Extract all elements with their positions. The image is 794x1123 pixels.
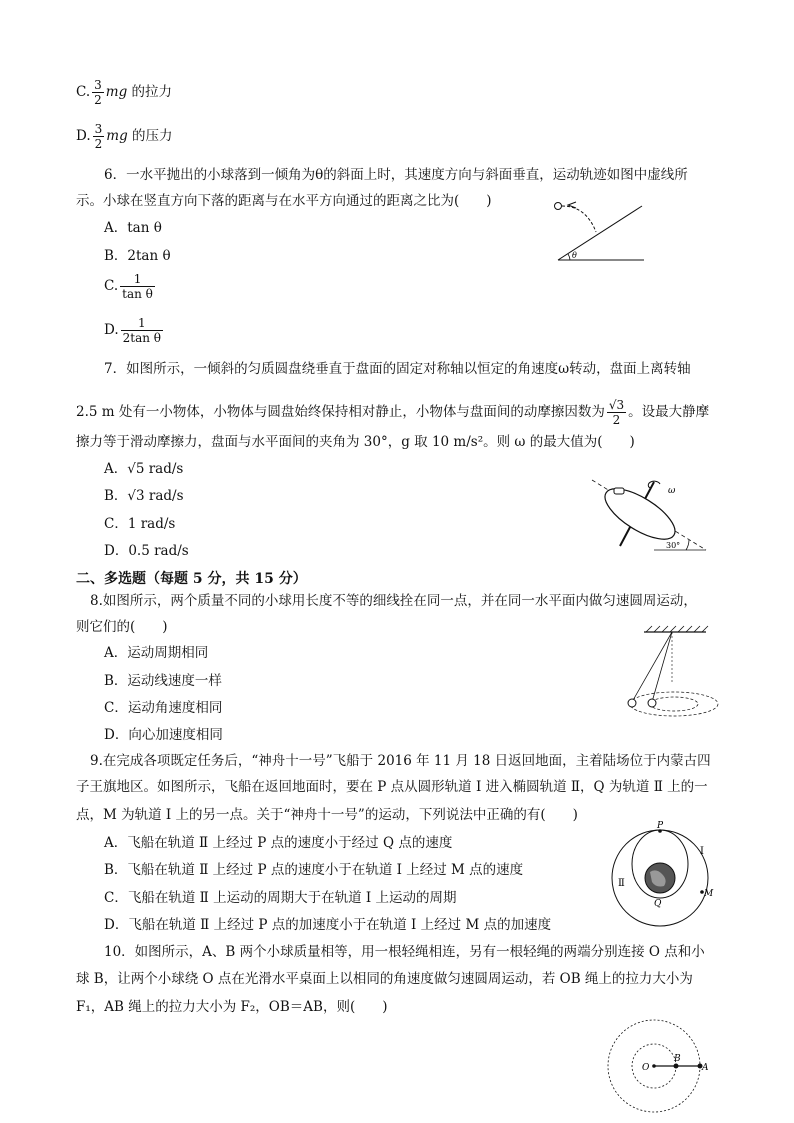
q7-stem-line1: 7．如图所示，一倾斜的匀质圆盘绕垂直于盘面的固定对称轴以恒定的角速度ω转动，盘面上离转轴: [104, 361, 691, 377]
q9-option-a: A．飞船在轨道 Ⅱ 上经过 P 点的速度小于经过 Q 点的速度: [104, 835, 453, 851]
q5-option-c-label: C.: [76, 84, 91, 100]
q9-label-I: Ⅰ: [700, 846, 704, 857]
q9-option-d: D．飞船在轨道 Ⅱ 上经过 P 点的加速度小于在轨道 Ⅰ 上经过 M 点的加速度: [104, 917, 552, 933]
q6-option-d-label: D.: [104, 322, 119, 338]
q6-option-d-num: 1: [121, 316, 163, 331]
q8-string-1: [632, 632, 672, 702]
q10-stem-line3: F₁，AB 绳上的拉力大小为 F₂，OB＝AB，则( ): [76, 999, 388, 1015]
q6-option-b: B．2tan θ: [104, 248, 171, 264]
q9-stem-line2: 子王旗地区。如图所示，飞船在返回地面时，要在 P 点从圆形轨道 Ⅰ 进入椭圆轨道 Ⅱ，Q 为轨道 Ⅱ 上的一: [76, 779, 708, 795]
q6-angle-arc: [568, 254, 570, 260]
q8-ball-2: [648, 699, 656, 707]
q6-option-d: [104, 316, 165, 345]
q8-option-c: C．运动角速度相同: [104, 700, 223, 716]
q9-label-Q: Q: [654, 899, 662, 909]
q5-option-d-var: mg: [106, 128, 128, 144]
q7-mu-den: 2: [612, 413, 621, 427]
q8-option-d: D．向心加速度相同: [104, 727, 223, 743]
q5-option-d: [76, 122, 720, 151]
q6-angle-label: θ: [572, 251, 577, 260]
q6-stem-line2: 示。小球在竖直方向下落的距离与在水平方向通过的距离之比为( ): [76, 193, 492, 209]
q7-omega-label: ω: [668, 486, 676, 496]
q8-stem-line2: 则它们的( ): [76, 619, 168, 635]
q8-pendulum-figure: [620, 624, 724, 720]
q6-option-c-num: 1: [120, 272, 155, 287]
q5-option-d-num: 3: [94, 122, 103, 136]
q8-option-a: A．运动周期相同: [104, 645, 209, 661]
q6-incline-figure: [548, 196, 648, 266]
q6-option-d-fraction: [121, 316, 163, 345]
q9-option-c: C．飞船在轨道 Ⅱ 上运动的周期大于在轨道 Ⅰ 上运动的周期: [104, 890, 457, 906]
q7-option-b: B．√3 rad/s: [104, 488, 184, 504]
q5-option-c-fraction: [92, 78, 104, 107]
q5-option-c-var: mg: [105, 84, 128, 100]
q8-ceiling-hatch: [646, 626, 708, 632]
section-2-title: 二、多选题（每题 5 分，共 15 分）: [76, 571, 307, 587]
q6-option-d-den: 2tan θ: [122, 331, 162, 345]
q6-option-a: A．tan θ: [104, 220, 162, 236]
q7-stem-line2: [76, 398, 720, 427]
q9-label-II: Ⅱ: [618, 878, 625, 889]
q5-option-d-fraction: [93, 122, 105, 151]
q5-option-d-text: 的压力: [127, 128, 173, 144]
q10-label-A: A: [702, 1063, 709, 1073]
q8-stem-line1: 8.如图所示，两个质量不同的小球用长度不等的细线拴在同一点，并在同一水平面内做匀速圆周运动，: [90, 593, 697, 609]
q7-option-c: C．1 rad/s: [104, 516, 176, 532]
q7-option-a: A．√5 rad/s: [104, 461, 184, 477]
q7-angle-label: 30°: [666, 541, 681, 550]
q8-string-2: [652, 632, 672, 702]
q6-stem-line1: 6．一水平抛出的小球落到一倾角为θ的斜面上时，其速度方向与斜面垂直，运动轨迹如图中虚线所: [104, 167, 688, 183]
q7-disk-figure: [588, 474, 710, 558]
q6-trajectory-dashed: [562, 206, 596, 232]
q6-option-c-fraction: [120, 272, 155, 301]
q7-mu-num: √3: [608, 398, 625, 412]
q10-point-O: [652, 1064, 656, 1068]
q5-option-d-label: D.: [76, 128, 91, 144]
q5-option-c-num: 3: [94, 78, 102, 92]
q10-stem-line1: 10．如图所示，A、B 两个小球质量相等，用一根轻绳相连，另有一根轻绳的两端分别连接 O 点和小: [104, 944, 705, 960]
q9-stem-line1: 9.在完成各项既定任务后，“神舟十一号”飞船于 2016 年 11 月 18 日返回地面，主着陆场位于内蒙古四: [90, 753, 711, 769]
q7-stem-line2-a: 2.5 m 处有一小物体，小物体与圆盘始终保持相对静止，小物体与盘面间的动摩擦因数为: [76, 404, 605, 420]
q10-circles-figure: [604, 1014, 716, 1118]
q8-orbit-outer: [630, 692, 718, 716]
q8-option-b: B．运动线速度一样: [104, 673, 222, 689]
q8-orbit-inner: [650, 697, 698, 711]
q10-ball-B: [674, 1064, 679, 1069]
q10-stem-line2: 球 B，让两个小球绕 O 点在光滑水平桌面上以相同的角速度做匀速圆周运动，若 OB 绳上的拉力大小为: [76, 971, 693, 987]
q9-label-M: M: [704, 889, 714, 899]
q7-option-d: D．0.5 rad/s: [104, 543, 189, 559]
q9-option-b: B．飞船在轨道 Ⅱ 上经过 P 点的速度小于在轨道 Ⅰ 上经过 M 点的速度: [104, 862, 524, 878]
q10-label-B: B: [674, 1054, 681, 1064]
q6-ball: [555, 203, 562, 210]
q8-ball-1: [628, 699, 636, 707]
q9-stem-line3: 点，M 为轨道 Ⅰ 上的另一点。关于“神舟十一号”的运动，下列说法中正确的有( ): [76, 807, 578, 823]
q6-option-c: [104, 272, 157, 301]
q5-option-c-text: 的拉力: [127, 84, 173, 100]
q6-option-c-label: C.: [104, 278, 119, 294]
q7-stem-line3: 擦力等于滑动摩擦力，盘面与水平面间的夹角为 30°，g 取 10 m/s²。则 ω 的最大值为( ): [76, 434, 635, 450]
q5-option-c: [76, 78, 720, 107]
q9-label-P: P: [657, 821, 664, 831]
q10-label-O: O: [642, 1063, 650, 1073]
q5-option-d-den: 2: [94, 137, 103, 151]
q7-angle-arc: [686, 540, 689, 550]
q7-stem-line2-b: 。设最大静摩: [628, 404, 710, 420]
q7-small-object: [614, 488, 624, 494]
q6-slope-line: [558, 206, 642, 260]
q5-option-c-den: 2: [94, 93, 102, 107]
q7-mu-fraction: [607, 398, 626, 427]
q6-option-c-den: tan θ: [122, 287, 153, 301]
q9-orbit-figure: [604, 820, 720, 936]
